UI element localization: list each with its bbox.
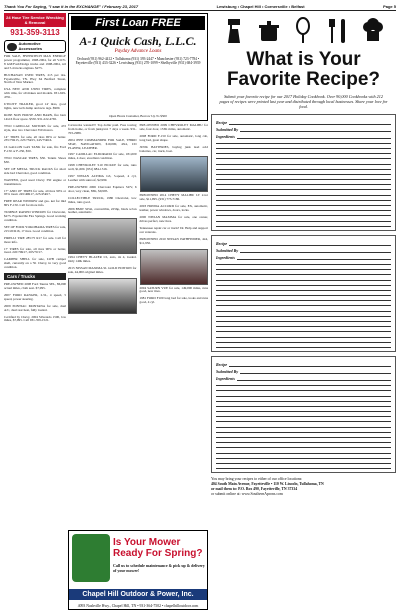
write-line[interactable] [229,362,391,367]
classified-ad: 2008 FORD F-150 for sale, automatic, long cab, long bed, great shape. [139,133,208,142]
classified-ad: JUNK BATTERIES, buying junk lead acid batteries, car, truck, boat. [139,144,208,153]
classified-col-a [68,124,137,316]
header-left: Thank You For Saying, "I saw it in the EXCHANGE" / February 23, 2017 [4,3,139,9]
pot-icon [257,17,281,45]
write-line[interactable] [229,120,391,125]
classified-ad: 1998 CHEVROLET S10 PICKUP for sale, runs well, $1,600. (931) 684-1316. [68,163,137,172]
car-classifieds [4,283,66,323]
classified-ad: UTILITY TRAILER, good 14' tires, good lights, new tech dump and new tags. $900. [4,102,66,110]
write-line[interactable] [216,222,391,227]
quick-cash-ad [68,13,208,121]
utensils-icon [326,17,350,45]
field-label: Recipe [216,240,228,246]
classified-ad: 16 GALLON GAS TANK for sale, fits Ford F-150 or F-250, $50. [4,145,66,154]
car-photo [68,278,137,314]
recipe-recipe-field[interactable] [216,118,391,125]
classified-ad: PREOWNED 2014 CHEVY MALIBU LT 2-lot sale, $11,995. (931) 773-7186. [139,193,208,202]
ad-tagline: Payday Advance Loans [114,49,162,54]
car-photo [140,249,209,285]
classified-ad: 1997 CADILLAC ELDORADO for sale, 181,000 miles, 4 door, excellent condition. [68,152,137,161]
classified-ad: COLLECTIBLE TRUCK, 1980 Chevrolet, low miles, runs good. [68,195,137,204]
recipe-ingredients-field[interactable] [216,374,391,381]
classified-ad: TWO NASCAR TIRES, $50. Tennis Shoes $30. [4,156,66,165]
write-line[interactable] [216,343,391,348]
cars-trucks-heading: Cars / Trucks [4,273,66,280]
classified-ad: 2006 BMW 325xi, convertible, 225hp, black w/tan leather, automatic. [68,206,137,215]
classified-ad: Carwrecks wanted!!! Top dollar paid. Free towing from home, or from junkyard. 7 days a week. 931-703-2989. [68,123,137,135]
whisk-icon [291,17,315,45]
classified-ad: 2003 HONDA ACCORD for sale, EX, automatic, leather, power windows, doors, locks. [139,204,208,213]
recipe-submitted-field[interactable] [216,367,391,374]
classified-ad: PREOWNED 2010 NISSAN PATHFINDER, 4x4, $11,950. [139,236,208,245]
left-column [4,13,66,610]
classified-ad: PRE-OWNED 2006 Chevrolet Equinox SUV, 6 door, very clean, 83K, $9,995. [68,184,137,193]
classified-ad: 17' TIRES for sale, all tires 90% or better, tread. 245/70R17, 265/70/17. [4,246,66,255]
car-photo [140,156,209,192]
classified-ad: 2000 NISSAN MAXIMA for sale, one owner, drives perfect, new tires. [139,215,208,223]
classified-ad: 1981 FORD F100 long bed for sale, looks and runs good, 4 cyl. [139,296,208,305]
classified-ad: 17" AND 18" TIRES for sale, all tires 90% or 95% tread. 245/40R17, 225/45R17. [4,188,66,197]
write-line[interactable] [237,134,391,139]
write-line[interactable] [240,369,391,374]
classified-ad: 14" TIRES for sale, all tires 90% or better. 235/75R15, 225/75R15, 245/75R16. [4,134,66,143]
recipe-panel [211,13,396,610]
write-line[interactable] [216,464,391,469]
classified-ad: 2004 SATURN VUE for sale, 149,000 miles, runs good, new tires. [139,285,208,294]
classified-ad: 1997 NISSAN ALTIMA GS, 5-speed, 4 cyl, Leather with sunroof, $2,999. [68,174,137,182]
store-address: 4093 Nashville Hwy., Chapel Hill, TN • 931-364-7502 • chapelhilloutdoor.com [77,604,199,608]
field-label: Submitted By [216,126,239,132]
recipe-form[interactable] [211,356,396,473]
classified-ad: SET OF METAL TRUCK RACKS for short side bed Chevrolet, good condition. [4,166,66,175]
recipe-form[interactable] [211,114,396,231]
ad-company: A-1 Quick Cash, L.L.C. [79,34,197,48]
page-title: What is Your Favorite Recipe? [226,49,381,90]
classified-ad: 2007 FORD RANGER, 2.3L, 4 speed, 5 speed, power steering. [4,292,66,301]
classified-ad: TUMBLE RAISED WINDOW for Chevrolet, $275. Fayetteville Fire Springs. Good working condition. [4,210,66,222]
recipe-form[interactable] [211,235,396,352]
middle-columns [68,13,208,610]
field-label: Submitted By [216,368,239,374]
tow-ad: 24 Hour Tire Service Wrecking & Removal [4,13,66,27]
field-label: Recipe [216,361,228,367]
ad-footnote: Open Hours Customer, Borrow Up To $500 [109,114,167,118]
write-line[interactable] [240,248,391,253]
car-photo [68,218,137,254]
ad-headline: First Loan FREE [71,16,205,30]
recipe-ingredients-field[interactable] [216,132,391,139]
mower-headline: Is Your Mower Ready For Spring? [113,537,203,559]
classified-ad: FREE REAR WINDOW and gas- ket for mid 80's F-150. Call for more info. [4,199,66,208]
store-name: Chapel Hill Outdoor & Power, Inc. [69,589,207,600]
recipe-submitted-field[interactable] [216,246,391,253]
recipe-ingredients-field[interactable] [216,253,391,260]
recipe-submitted-field[interactable] [216,125,391,132]
write-line[interactable] [237,255,391,260]
mower-image [72,534,110,582]
recipe-recipe-field[interactable] [216,360,391,367]
classified-ad: PIRELLI TIRE 285/75 R17 for sale. Call for more info. [4,235,66,244]
field-label: Ingredients [216,254,235,260]
classified-ad: 2004 JEEP COMMANDER FOR SALE, THIRD SEAT, NAVIGATION, $10,000, 4X4, CD PLAYER, LEATHER. [68,137,137,150]
mower-caption: Call us to schedule maintenance & pick up & delivery of your mower! [113,563,205,573]
mixer-icon [222,17,246,45]
classified-ad: FOR SALE, HYPERTECH MAX ENERGY power programmer, 1998-2004, for all V-6/V-8 GM/Ford/Dodge trucks and 1998-2004, 4.6 and 5.4 trucks engines. $275. [4,54,66,70]
mower-ad [68,530,208,610]
classified-ad: Tennessee repair car or truck? Dr. Help and support our veterans. [139,225,208,234]
classified-ad: Certified by Chevy, 2004 Silverado 1500, low miles, $7,995. Call 931-359-1521. [4,314,66,323]
classified-ad: USA NEW AND USED TIRES, complete with rims, for all makes and models. 931-629-4791. [4,87,66,100]
write-line[interactable] [229,241,391,246]
classified-ad: SET OF FOUR YOKOHAMA TIRES for sale, 215/45/R16, 17 tires. Good condition. [4,224,66,233]
write-line[interactable] [240,127,391,132]
page-header [4,2,396,11]
field-label: Ingredients [216,375,235,381]
field-label: Ingredients [216,133,235,139]
tow-phone: 931-359-3113 [10,28,60,37]
ad-locations: Orchard (931) 962-4412 • Tullahoma (931) 393-2447 • Manchester (931) 723-7784 • Fayetteville (931) 433-3226 • Lewisburg (931) 270-1099 • Shelbyville (931) 684-3939 [75,57,201,66]
classified-col-b [140,124,209,316]
classified-ad: TWO CADILLAC MOTORS for sale, 472 style, also two Chevrolet 350 motors. [4,123,66,132]
page-number: Page 5 [383,3,396,9]
classified-ad: PRE-OWNED 2009 CHEVROLET MALIBU for sale, four door, 133K miles, automatic. [139,123,208,131]
classified-ad: 2015 NISSAN MAXIMA SL GOLD EDITION for sale, 44,000 original miles. [68,266,137,275]
header-right: Lewisburg • Chapel Hill • Cornersville • Belfast [216,3,305,9]
classified-ad: BUCHANAN USED TIRES, 215 per tire. Fayetteville, TN. Hwy 64 Bedford Street, North of New Market. [4,72,66,85]
left-classifieds [4,55,66,270]
classified-ad: WANTED, good used Chevy 350 engine or transmission. [4,177,66,186]
kitchen-icons [211,13,396,45]
classified-ad: PRE-OWNED 2008 Ford Taurus SEL, 86,000 actual miles, cloth seat. $7,995. [4,282,66,290]
intro-text: Submit your favorite recipe for our 2017 Holiday Cookbook. Over 90,000 Cookbooks with 212 pages of recipes were printed last year and distributed through local businesses. Share your love for food. [219,94,388,110]
automotive-accessories-heading: Automotive Accessories [4,40,66,53]
write-line[interactable] [237,376,391,381]
classified-ad: ROSE NON HOUSE AND BARN, fire barn 14x16 floor space. $550. 931-222-4765. [4,112,66,121]
submission-info: You may bring your recipes to either of our office locations: 404 South Main Avenue, Fayetteville • 110 W. Lincoln, Tullahoma, TN or mail them to: P.O. Box 490, Fayetteville, TN 37334 or submit online at: www.SouthernAprons.com [211,477,324,496]
recipe-recipe-field[interactable] [216,239,391,246]
classified-ad: CAMPER SHELL for sale, LWB camper shell, currently on a '91 Chevy, in very good condition. [4,257,66,270]
tire-icon [7,43,17,51]
field-label: Recipe [216,119,228,125]
classified-ad: 2009 PONTIAC MONTANA for sale, dual A/C, dual rear heat, fully loaded. [4,303,66,312]
field-label: Submitted By [216,247,239,253]
classified-ad: 1994 CHEVY BLAZER LS, auto, 4x 4, loaded. Only 140k miles. [68,255,137,264]
chef-hat-icon [361,17,385,45]
